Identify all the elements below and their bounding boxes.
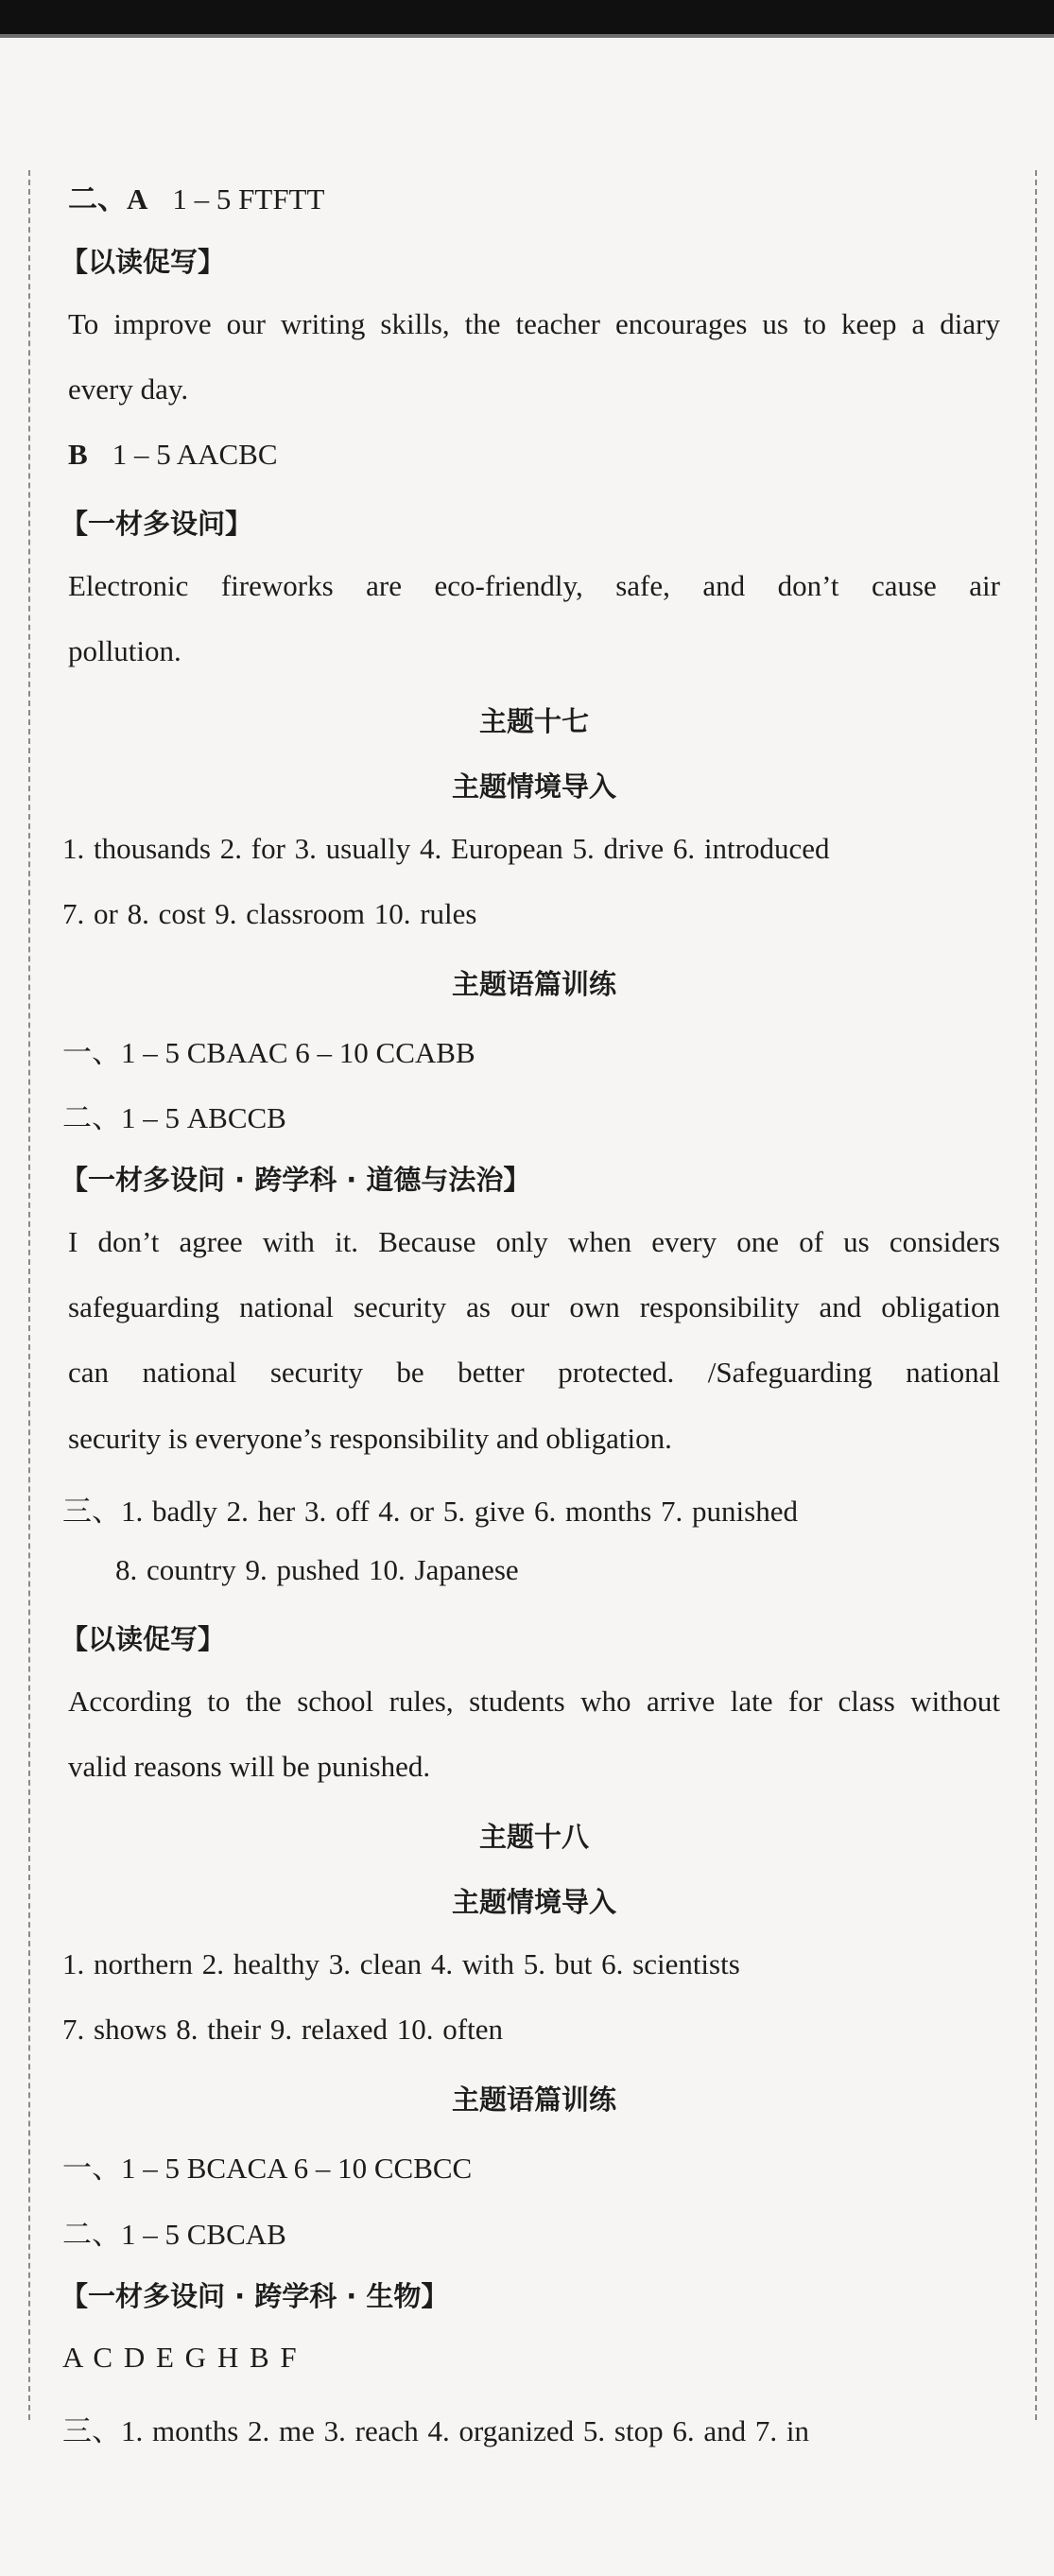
theme-17-rw-line-1: According to the school rules, students who arrive late for class without <box>68 1685 1000 1718</box>
theme-18-tag-multi-question: 【一材多设问 · 跨学科 · 生物】 <box>60 2280 449 2312</box>
theme-18-intro-line-1: 1. northern 2. healthy 3. clean 4. with 5. but 6. scientists <box>62 1947 740 1980</box>
theme-17-intro-line-2: 7. or 8. cost 9. classroom 10. rules <box>62 897 477 930</box>
theme-17-title: 主题十七 <box>478 705 589 737</box>
section-b-answers: B 1 – 5 AACBC <box>68 438 278 471</box>
theme-17-mq-line-4: security is everyone’s responsibility and obligation. <box>68 1422 672 1455</box>
tag-multi-question: 【一材多设问】 <box>60 508 253 540</box>
multi-question-line-2: pollution. <box>68 634 181 667</box>
right-dashed-border <box>1035 170 1037 2420</box>
theme-18-section-2: 二、1 – 5 CBCAB <box>62 2218 286 2251</box>
theme-17-tag-multi-question: 【一材多设问 · 跨学科 · 道德与法治】 <box>60 1164 531 1196</box>
theme-18-mq-line-1: A C D E G H B F <box>62 2341 297 2374</box>
section-2a-answers: 二、A 1 – 5 FTFTT <box>68 182 325 216</box>
theme-17-section-2: 二、1 – 5 ABCCB <box>62 1101 286 1134</box>
theme-18-section-1: 一、1 – 5 BCACA 6 – 10 CCBCC <box>62 2152 473 2185</box>
theme-18-intro-heading: 主题情境导入 <box>451 1886 616 1918</box>
theme-18-intro-line-2: 7. shows 8. their 9. relaxed 10. often <box>62 2013 503 2046</box>
theme-17-mq-line-2: safeguarding national security as our own responsibility and obligation <box>68 1290 1000 1323</box>
theme-17-training-heading: 主题语篇训练 <box>451 968 616 1000</box>
theme-18-training-heading: 主题语篇训练 <box>451 2083 616 2116</box>
theme-17-rw-line-2: valid reasons will be punished. <box>68 1750 431 1783</box>
theme-17-section-3-line-1: 三、1. badly 2. her 3. off 4. or 5. give 6. months 7. punished <box>62 1495 798 1528</box>
multi-question-line-1: Electronic fireworks are eco-friendly, safe, and don’t cause air <box>68 569 1000 602</box>
top-bar <box>0 0 1054 34</box>
theme-17-section-3-line-2: 8. country 9. pushed 10. Japanese <box>115 1553 519 1586</box>
left-dashed-border <box>28 170 30 2420</box>
theme-17-mq-line-1: I don’t agree with it. Because only when every one of us considers <box>68 1225 1000 1258</box>
read-write-line-2: every day. <box>68 372 189 406</box>
read-write-line-1: To improve our writing skills, the teacher encourages us to keep a diary <box>68 307 1000 340</box>
theme-17-intro-line-1: 1. thousands 2. for 3. usually 4. European 5. drive 6. introduced <box>62 832 830 865</box>
theme-17-intro-heading: 主题情境导入 <box>451 770 616 803</box>
tag-read-write: 【以读促写】 <box>60 246 226 278</box>
theme-17-mq-line-3: can national security be better protected. /Safeguarding national <box>68 1356 1000 1389</box>
top-bar-shadow <box>0 34 1054 38</box>
theme-18-section-3-line-1: 三、1. months 2. me 3. reach 4. organized 5. stop 6. and 7. in <box>62 2414 809 2447</box>
theme-18-title: 主题十八 <box>478 1821 589 1853</box>
theme-17-tag-read-write: 【以读促写】 <box>60 1623 226 1655</box>
theme-17-section-1: 一、1 – 5 CBAAC 6 – 10 CCABB <box>62 1036 475 1069</box>
